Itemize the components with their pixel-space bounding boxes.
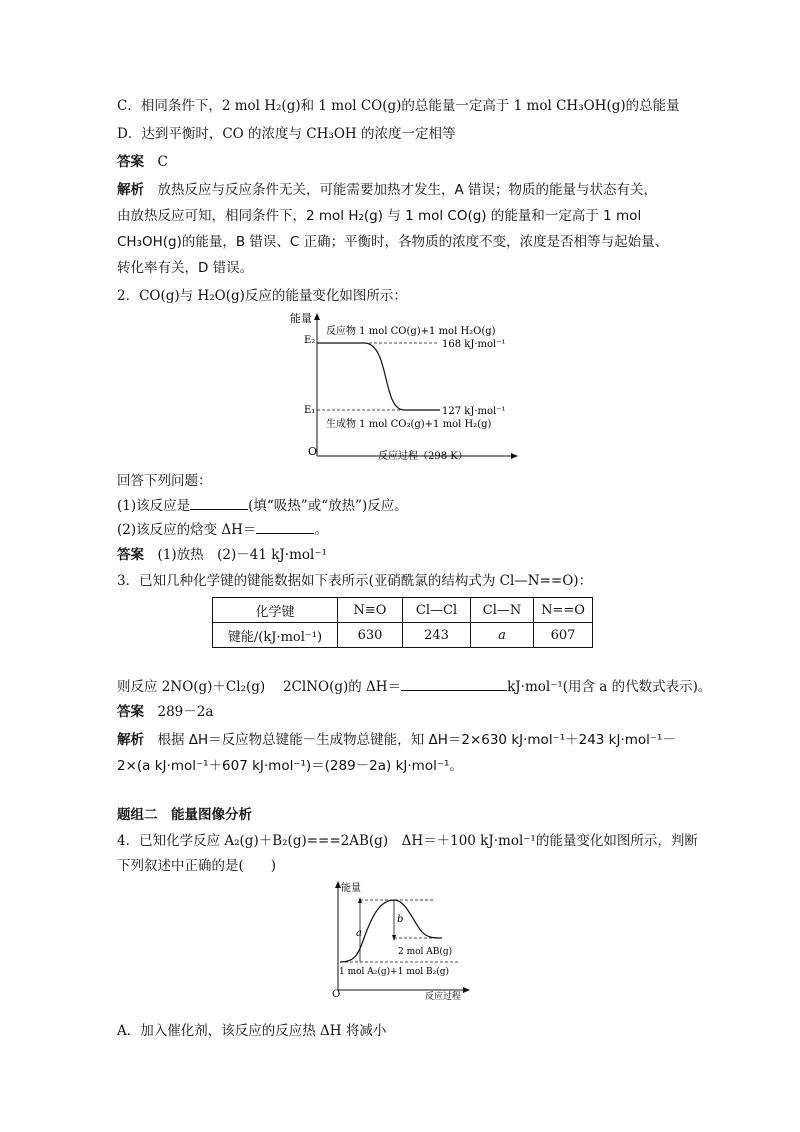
table-row [213,623,593,648]
option-d: D．达到平衡时，CO 的浓度与 CH₃OH 的浓度一定相等 [117,126,456,142]
reactant-label: 1 mol A₂(g)+1 mol B₂(g) [339,967,449,977]
energy-diagram-2 [330,878,472,1000]
subquestion-2: (2)该反应的焓变 ΔH＝ 。 [117,522,328,538]
question-4-line-1: 4．已知化学反应 A₂(g)＋B₂(g)===2AB(g) ΔH＝＋100 kJ·mol⁻¹的能量变化如图所示，判断 [117,833,698,849]
y-axis-label: 能量 [290,312,312,325]
a-label: a [356,928,362,939]
explanation-1-line-2: 由放热反应可知，相同条件下，2 mol H₂(g) 与 1 mol CO(g) 的能量和一定高于 1 mol [117,208,642,224]
header-cell: Cl—N [471,598,534,623]
answer-1 [117,153,168,171]
table-cell: 243 [403,623,471,648]
question-2: 2．CO(g)与 H₂O(g)反应的能量变化如图所示： [117,288,407,304]
answer-blank[interactable] [256,520,314,534]
reactant-label: 反应物 1 mol CO(g)+1 mol H₂O(g) [326,326,496,337]
subquestion-1: (1)该反应是 (填“吸热”或“放热”)反应。 [117,498,408,514]
bond-energy-table [212,597,593,648]
energy-diagram-1 [280,310,520,464]
table-cell: 630 [338,623,403,648]
value-top: 168 kJ·mol⁻¹ [442,339,506,350]
e1-label: E₁ [304,405,316,416]
explanation-label: 解析 [117,182,144,198]
value-bottom: 127 kJ·mol⁻¹ [442,406,506,417]
origin-label: O [332,989,341,1000]
answer-3: 答案 289－2a [117,704,214,720]
header-cell: N==O [534,598,593,623]
y-axis-label: 能量 [341,883,361,894]
option-a: A．加入催化剂，该反应的反应热 ΔH 将减小 [117,1023,387,1039]
table-cell: 607 [534,623,593,648]
question-3: 3．已知几种化学键的键能数据如下表所示(亚硝酰氯的结构式为 Cl—N==O)： [117,573,593,589]
option-c: C．相同条件下，2 mol H₂(g)和 1 mol CO(g)的总能量一定高于 1 mol CH₃OH(g)的总能量 [117,98,680,114]
table-cell: a [471,623,534,648]
explanation-3-line-2: 2×(a kJ·mol⁻¹＋607 kJ·mol⁻¹)＝(289－2a) kJ·mol⁻¹。 [117,758,463,774]
answer-blank[interactable] [190,496,248,510]
header-cell: Cl—Cl [403,598,471,623]
row-label: 键能/(kJ·mol⁻¹) [213,623,338,648]
product-label: 2 mol AB(g) [398,947,453,957]
answer-value: C [157,154,168,170]
table-row [213,598,593,623]
header-cell: 化学键 [213,598,338,623]
header-cell: N≡O [338,598,403,623]
b-label: b [397,914,404,925]
question-4-line-2: 下列叙述中正确的是( ) [117,858,277,874]
answer-2: 答案 (1)放热 (2)－41 kJ·mol⁻¹ [117,547,327,563]
e2-label: E₂ [304,335,316,346]
question-3-reaction: 则反应 2NO(g)＋Cl₂(g) 2ClNO(g)的 ΔH＝ kJ·mol⁻¹(用含 a 的代数式表示)。 [117,679,712,695]
x-axis-label: 反应过程（298 K） [378,451,468,462]
answer-blank[interactable] [401,677,507,691]
answer-label: 答案 [117,154,144,170]
explanation-1-line-3: CH₃OH(g)的能量，B 错误、C 正确；平衡时，各物质的浓度不变，浓度是否相等与起始量、 [117,234,669,250]
explanation-3-line-1: 解析 根据 ΔH＝反应物总键能－生成物总键能，知 ΔH＝2×630 kJ·mol⁻¹＋243 kJ·mol⁻¹－ [117,732,676,748]
product-label: 生成物 1 mol CO₂(g)+1 mol H₂(g) [326,419,492,430]
group-heading: 题组二 能量图像分析 [117,807,252,823]
answer-prompt: 回答下列问题： [117,473,212,489]
explanation-1-line-1: 解析 放热反应与反应条件无关，可能需要加热才发生，A 错误；物质的能量与状态有关， [117,182,658,198]
x-axis-label: 反应过程 [425,992,462,1000]
origin-label: O [308,445,318,458]
explanation-1-line-4: 转化率有关，D 错误。 [117,260,254,276]
